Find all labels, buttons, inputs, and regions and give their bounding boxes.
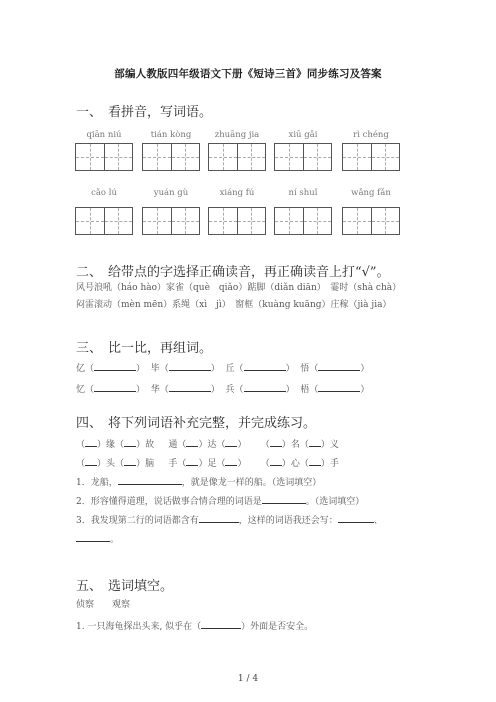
writing-grid[interactable] xyxy=(208,143,266,171)
section-3-heading xyxy=(76,337,212,356)
section-number: 二、 xyxy=(76,265,103,280)
answer-blank[interactable] xyxy=(244,382,286,392)
answer-blank[interactable] xyxy=(318,361,360,371)
answer-blank[interactable] xyxy=(318,382,360,392)
answer-blank[interactable] xyxy=(201,619,241,629)
writing-grid[interactable] xyxy=(342,207,400,235)
section-2-heading xyxy=(76,261,390,280)
writing-grid[interactable] xyxy=(342,143,400,171)
answer-blank[interactable] xyxy=(309,456,321,466)
section-number: 一、 xyxy=(76,105,103,120)
writing-grid[interactable] xyxy=(208,207,266,235)
section-4-heading xyxy=(76,412,316,431)
fill-question-1: 1. 一只海龟探出头来, 似乎在（ ）外面是否安全。 xyxy=(76,619,313,633)
section-label: 看拼音，写词语。 xyxy=(108,105,213,120)
pronunciation-line-1[interactable]: 风号浪吼（háo hào）家雀（què qiǎo）踮脚（diǎn diān） 霎时（shà chà） xyxy=(76,283,402,293)
answer-blank[interactable] xyxy=(169,382,211,392)
pronunciation-line-2[interactable]: 闷雷滚动（mèn mēn）系绳（xì jì） 窗框（kuàng kuāng）庄稼（jià jia） xyxy=(76,300,392,310)
answer-blank[interactable] xyxy=(338,513,374,523)
answer-blank[interactable] xyxy=(199,513,239,523)
answer-blank[interactable] xyxy=(169,361,211,371)
answer-blank[interactable] xyxy=(186,456,198,466)
answer-blank[interactable] xyxy=(262,494,306,504)
answer-blank[interactable] xyxy=(118,475,182,485)
pinyin-label: tián kòng xyxy=(150,130,192,140)
writing-grid[interactable] xyxy=(75,207,133,235)
answer-blank[interactable] xyxy=(186,437,198,447)
writing-grid[interactable] xyxy=(75,143,133,171)
pinyin-label: qiān niú xyxy=(86,130,122,140)
pinyin-label: yuán gù xyxy=(153,188,189,198)
question-1: 1．龙船， ，就是像龙一样的船。（选词填空） xyxy=(76,475,321,489)
section-label: 选词填空。 xyxy=(108,579,174,594)
idiom-row-2: （ ）头（ ）脑 手（ ）足（ ） （ ）心（ ）手 xyxy=(76,456,339,470)
answer-blank[interactable] xyxy=(244,361,286,371)
answer-blank[interactable] xyxy=(225,456,237,466)
pinyin-label: wǎng fǎn xyxy=(351,188,391,198)
answer-blank[interactable] xyxy=(85,456,97,466)
pinyin-label: xiū gǎi xyxy=(288,130,318,140)
section-number: 四、 xyxy=(76,416,103,431)
pinyin-label: cǎo lú xyxy=(91,188,117,198)
section-number: 五、 xyxy=(76,579,103,594)
writing-grid[interactable] xyxy=(274,143,332,171)
writing-grid[interactable] xyxy=(274,207,332,235)
idiom-row-1: （ ）缘（ ）故 通（ ）达（ ） （ ）名（ ）义 xyxy=(76,437,339,451)
section-1-heading xyxy=(76,101,212,120)
page-number: 1 / 4 xyxy=(237,674,259,684)
answer-blank[interactable] xyxy=(85,437,97,447)
page-title: 部编人教版四年级语文下册《短诗三首》同步练习及答案 xyxy=(114,68,382,80)
question-2: 2．形容懂得道理，说话做事合情合理的词语是 。（选词填空） xyxy=(76,494,364,508)
writing-grid[interactable] xyxy=(142,207,200,235)
writing-grid[interactable] xyxy=(142,143,200,171)
question-3-continued: 。 xyxy=(76,532,119,546)
answer-blank[interactable] xyxy=(270,456,282,466)
pinyin-label: rì chéng xyxy=(353,130,389,140)
compare-row-2: 忆（ ） 华（ ） 兵（ ） 梧（ ） xyxy=(76,382,369,396)
section-label: 将下列词语补充完整，并完成练习。 xyxy=(108,416,317,431)
section-label: 给带点的字选择正确读音，再正确读音上打“√”。 xyxy=(108,265,390,280)
section-5-heading xyxy=(76,575,173,594)
answer-blank[interactable] xyxy=(76,532,110,542)
answer-blank[interactable] xyxy=(270,437,282,447)
compare-row-1: 亿（ ） 毕（ ） 丘（ ） 悟（ ） xyxy=(76,361,369,375)
answer-blank[interactable] xyxy=(124,437,136,447)
question-3: 3．我发现第二行的词语都含有 ，这样的词语我还会写： 、 xyxy=(76,513,383,527)
answer-blank[interactable] xyxy=(309,437,321,447)
answer-blank[interactable] xyxy=(225,437,237,447)
section-label: 比一比，再组词。 xyxy=(108,341,213,356)
answer-blank[interactable] xyxy=(94,361,136,371)
word-choices: 侦察 观察 xyxy=(76,600,131,610)
pinyin-label: zhuāng jia xyxy=(214,130,260,140)
answer-blank[interactable] xyxy=(124,456,136,466)
pinyin-label: xiáng fú xyxy=(219,188,255,198)
answer-blank[interactable] xyxy=(94,382,136,392)
section-number: 三、 xyxy=(76,341,103,356)
pinyin-label: ní shuǐ xyxy=(288,188,318,198)
